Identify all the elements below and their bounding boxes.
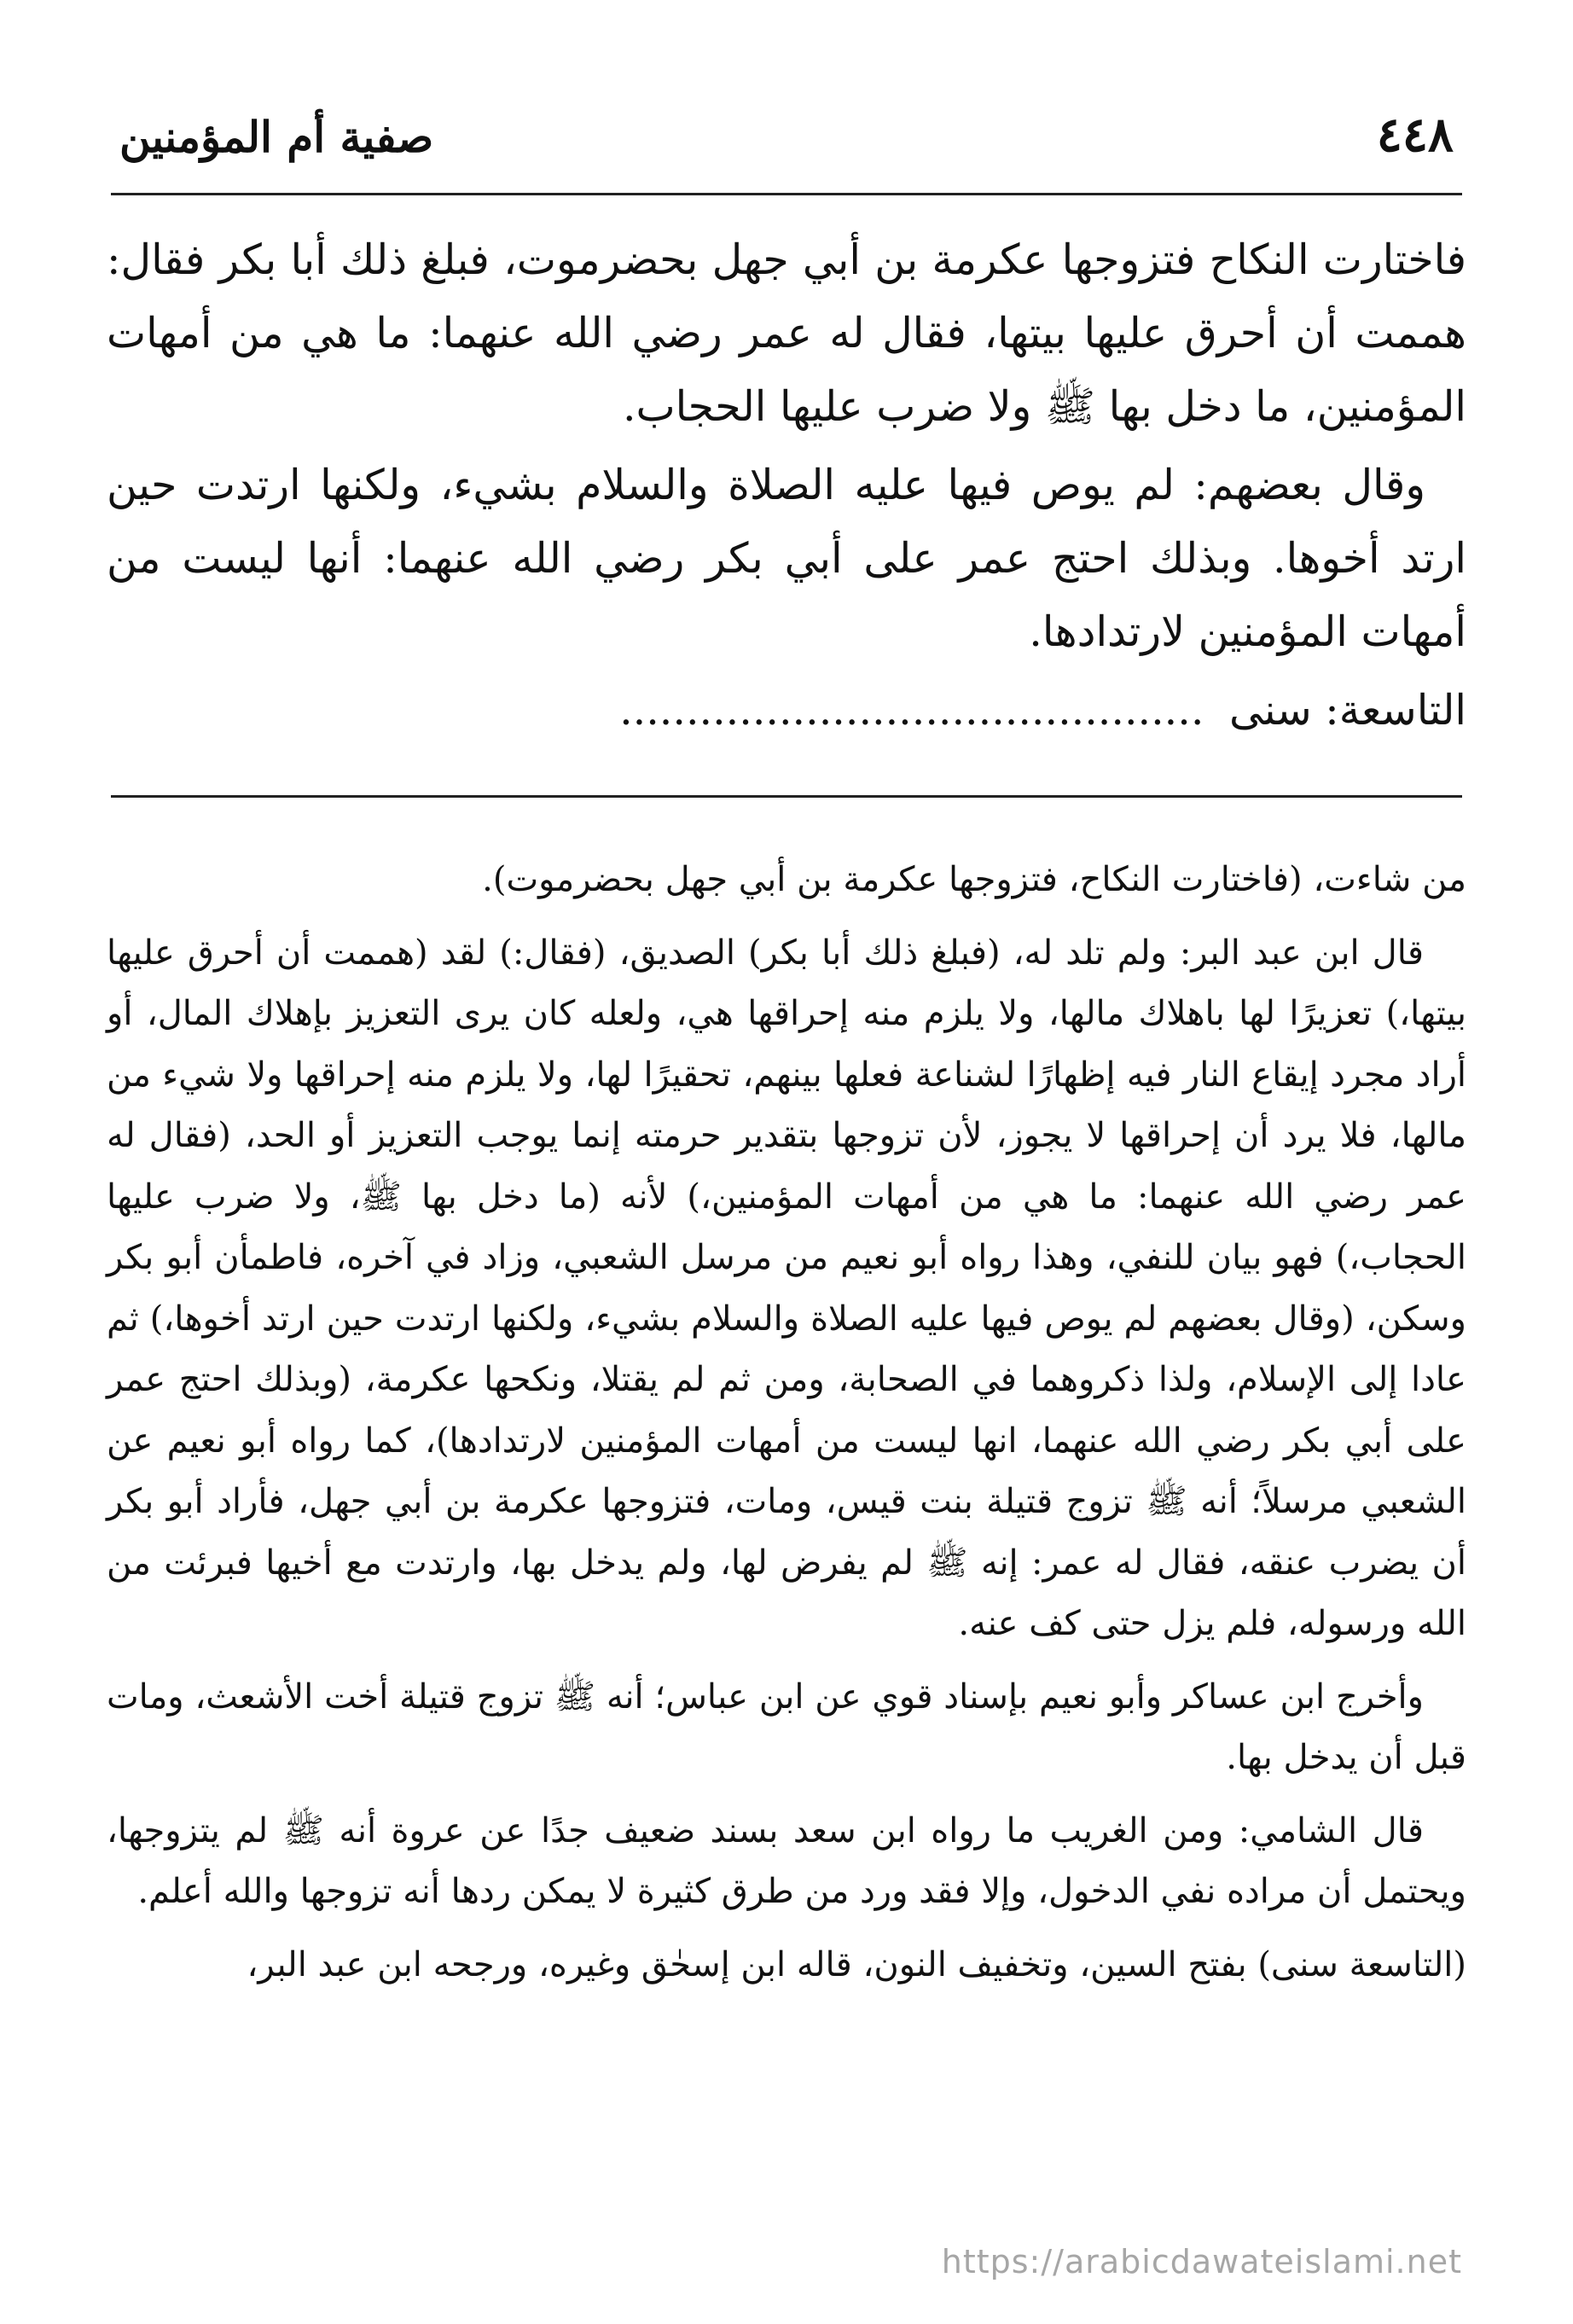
ninth-wife-line bbox=[107, 674, 1466, 747]
ninth-wife-label: التاسعة: سنى bbox=[1229, 686, 1466, 735]
commentary-paragraph-5: (التاسعة سنى) بفتح السين، وتخفيف النون، قاله ابن إسحٰق وغيره، ورجحه ابن عبد البر، bbox=[247, 1944, 1466, 1984]
page-header bbox=[111, 90, 1462, 166]
commentary-paragraph-4: قال الشامي: ومن الغريب ما رواه ابن سعد بسند ضعيف جدًا عن عروة أنه ﷺ لم يتزوجها، ويحتمل أن مراده نفي الدخول، وإلا فقد ورد من طرق كثيرة لا يمكن ردها أنه تزوجها والله أعلم. bbox=[107, 1810, 1466, 1911]
main-text bbox=[107, 224, 1466, 747]
commentary-paragraph-2: قال ابن عبد البر: ولم تلد له، (فبلغ ذلك أبا بكر) الصديق، (فقال:) لقد (هممت أن أحرق عليها بيتها،) تعزيرًا لها باهلاك مالها، ولا يلزم منه إحراقها هي، ولعله كان يرى التعزيز بإهلاك المال، أو أراد مجرد إيقاع النار فيه إظهارًا لشناعة فعلها بينهم، تحقيرًا لها، ولا يلزم منه إحراقها ولا شيء من مالها، فلا يرد أن إحراقها لا يجوز، لأن تزوجها بتقدير حرمته إنما يوجب التعزيز أو الحد، (فقال له عمر رضي الله عنهما: ما هي من أمهات المؤمنين،) لأنه (ما دخل بها ﷺ، ولا ضرب عليها الحجاب،) فهو بيان للنفي، وهذا رواه أبو نعيم من مرسل الشعبي، وزاد في آخره، فاطمأن أبو بكر وسكن، (وقال بعضهم لم يوص فيها عليه الصلاة والسلام بشيء، ولكنها ارتدت حين ارتد أخوها،) ثم عادا إلى الإسلام، ولذا ذكروهما في الصحابة، ومن ثم لم يقتلا، ونكحها عكرمة، (وبذلك احتج عمر على أبي بكر رضي الله عنهما، انها ليست من أمهات المؤمنين لارتدادها)، كما رواه أبو نعيم عن الشعبي مرسلاً؛ أنه ﷺ تزوج قتيلة بنت قيس، ومات، فتزوجها عكرمة بن أبي جهل، فأراد أبو بكر أن يضرب عنقه، فقال له عمر: إنه ﷺ لم يفرض لها، ولم يدخل بها، وارتدت مع أخيها فبرئت من الله ورسوله، فلم يزل حتى كف عنه. bbox=[107, 933, 1466, 1643]
main-paragraph-2: وقال بعضهم: لم يوص فيها عليه الصلاة والسلام بشيء، ولكنها ارتدت حين ارتد أخوها. وبذلك احتج عمر على أبي بكر رضي الله عنهما: أنها ليست من أمهات المؤمنين لارتدادها. bbox=[107, 461, 1466, 656]
main-paragraph-1: فاختارت النكاح فتزوجها عكرمة بن أبي جهل بحضرموت، فبلغ ذلك أبا بكر فقال: هممت أن أحرق عليها بيتها، فقال له عمر رضي الله عنهما: ما هي من أمهات المؤمنين، ما دخل بها ﷺ ولا ضرب عليها الحجاب. bbox=[107, 235, 1466, 431]
commentary-text bbox=[107, 850, 1466, 2007]
dotted-leader: ............................................ bbox=[619, 686, 1204, 735]
running-title: صفية أم المؤمنين bbox=[119, 112, 434, 162]
header-rule bbox=[111, 193, 1462, 195]
watermark-url: https://arabicdawateislami.net bbox=[941, 2243, 1462, 2280]
commentary-paragraph-1: من شاءت، (فاختارت النكاح، فتزوجها عكرمة بن أبي جهل بحضرموت). bbox=[482, 860, 1466, 899]
commentary-rule bbox=[111, 795, 1462, 798]
page-number: ٤٤٨ bbox=[1376, 107, 1454, 163]
commentary-paragraph-3: وأخرج ابن عساكر وأبو نعيم بإسناد قوي عن ابن عباس؛ أنه ﷺ تزوج قتيلة أخت الأشعث، ومات قبل أن يدخل بها. bbox=[107, 1676, 1466, 1777]
